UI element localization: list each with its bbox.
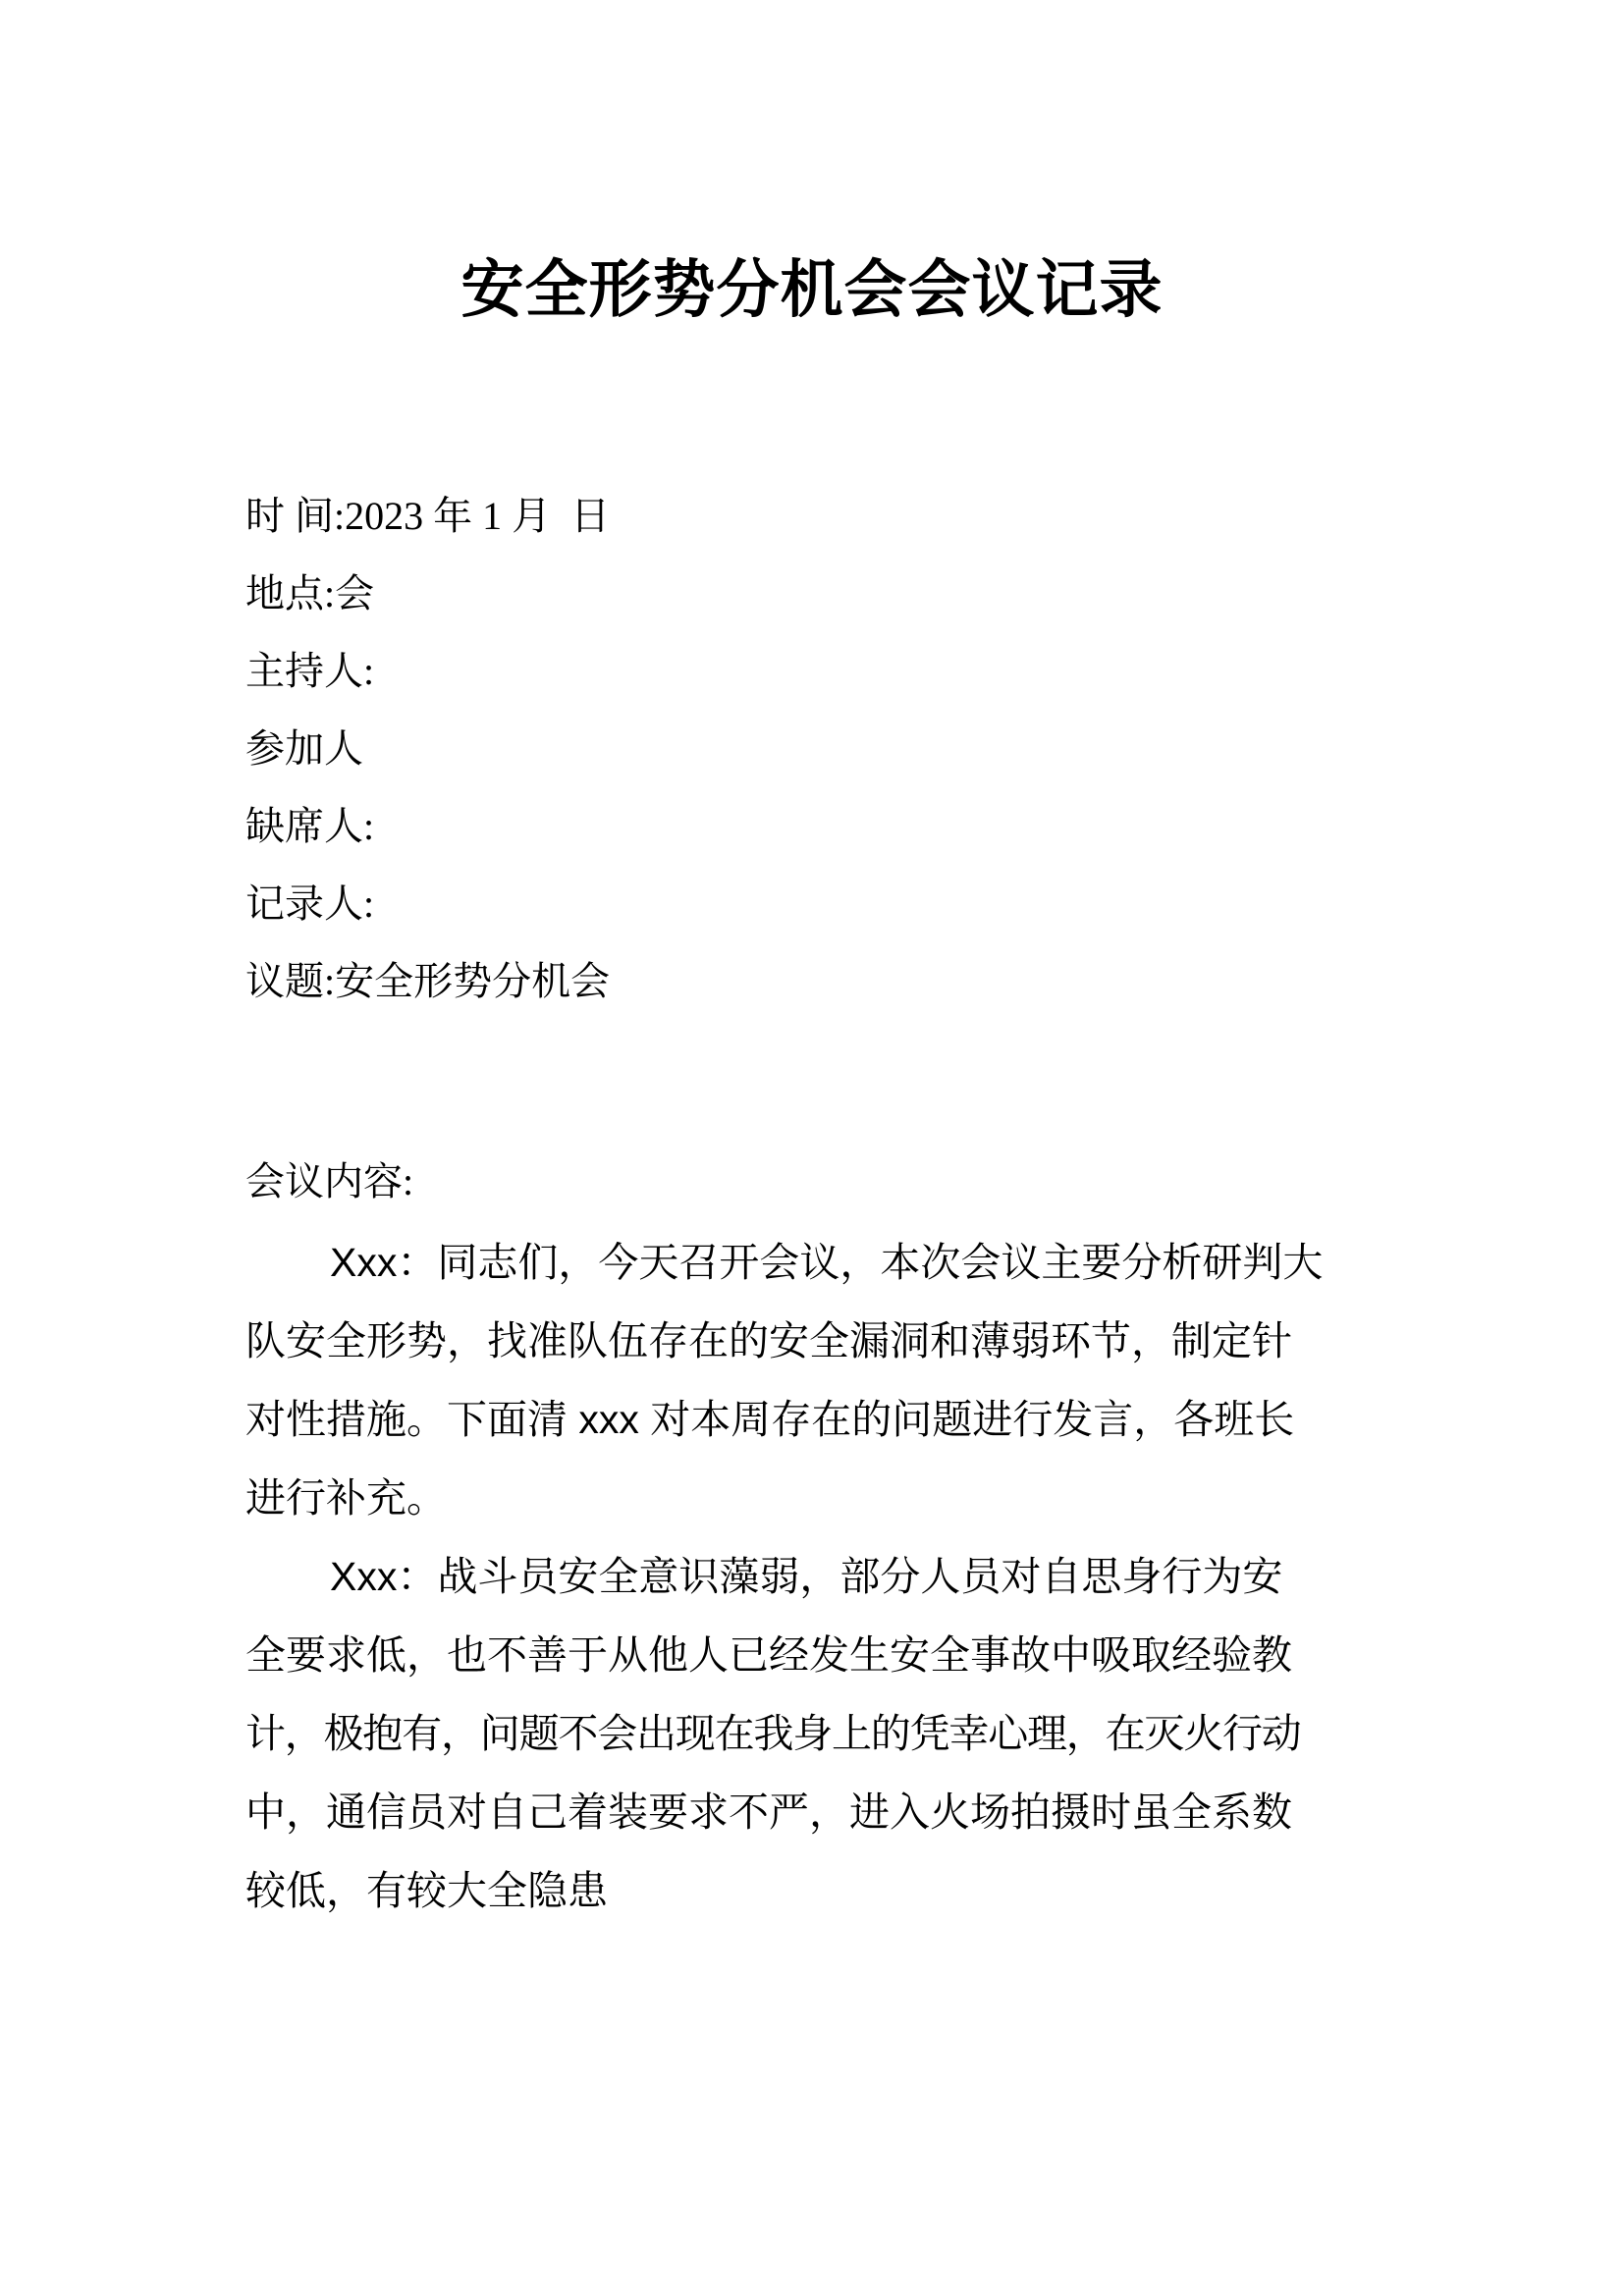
paragraph-1-line-2: 队安全形势，找准队伍存在的安全漏洞和薄弱环节，制定针 <box>245 1318 1292 1363</box>
paragraph-2-line-5: 较低，有较大全隐患 <box>245 1868 608 1913</box>
meta-line-topic: 议题:安全形势分机会 <box>245 959 611 1003</box>
paragraph-2-line-1: Xxx：战斗员安全意识藻弱，部分人员对自思身行为安 <box>330 1554 1283 1599</box>
paragraph-1-line-3: 对性措施。下面清 xxx 对本周存在的问题进行发言，各班长 <box>245 1397 1295 1442</box>
paragraph-2-line-4: 中，通信员对自己着装要求不严，进入火场拍摄时虽全系数 <box>245 1789 1292 1835</box>
meeting-content <box>245 1141 1409 1930</box>
meta-line-location: 地点:会 <box>245 571 375 615</box>
meeting-metadata <box>245 477 1404 1020</box>
page-title: 安全形势分机会会议记录 <box>460 255 1164 325</box>
paragraph-1-line-4: 进行补充。 <box>245 1475 447 1521</box>
paragraph-2 <box>245 1537 1409 1930</box>
paragraph-1-line-1: Xxx：同志们，今天召开会议，本次会议主要分析研判大 <box>330 1240 1324 1285</box>
meta-line-attendees: 参加人 <box>245 726 363 771</box>
meta-line-recorder: 记录人: <box>245 881 375 926</box>
paragraph-2-line-3: 计，极抱有，问题不会出现在我身上的凭幸心理，在灭火行动 <box>245 1711 1301 1756</box>
paragraph-2-line-2: 全要求低，也不善于从他人已经发生安全事故中吸取经验教 <box>245 1632 1292 1678</box>
paragraph-1 <box>245 1223 1409 1537</box>
meta-line-host: 主持人: <box>245 649 375 693</box>
meta-line-absentees: 缺席人: <box>245 804 375 848</box>
meta-line-time: 时 间:2023 年 1 月 日 <box>245 494 611 538</box>
content-heading: 会议内容: <box>245 1159 414 1203</box>
